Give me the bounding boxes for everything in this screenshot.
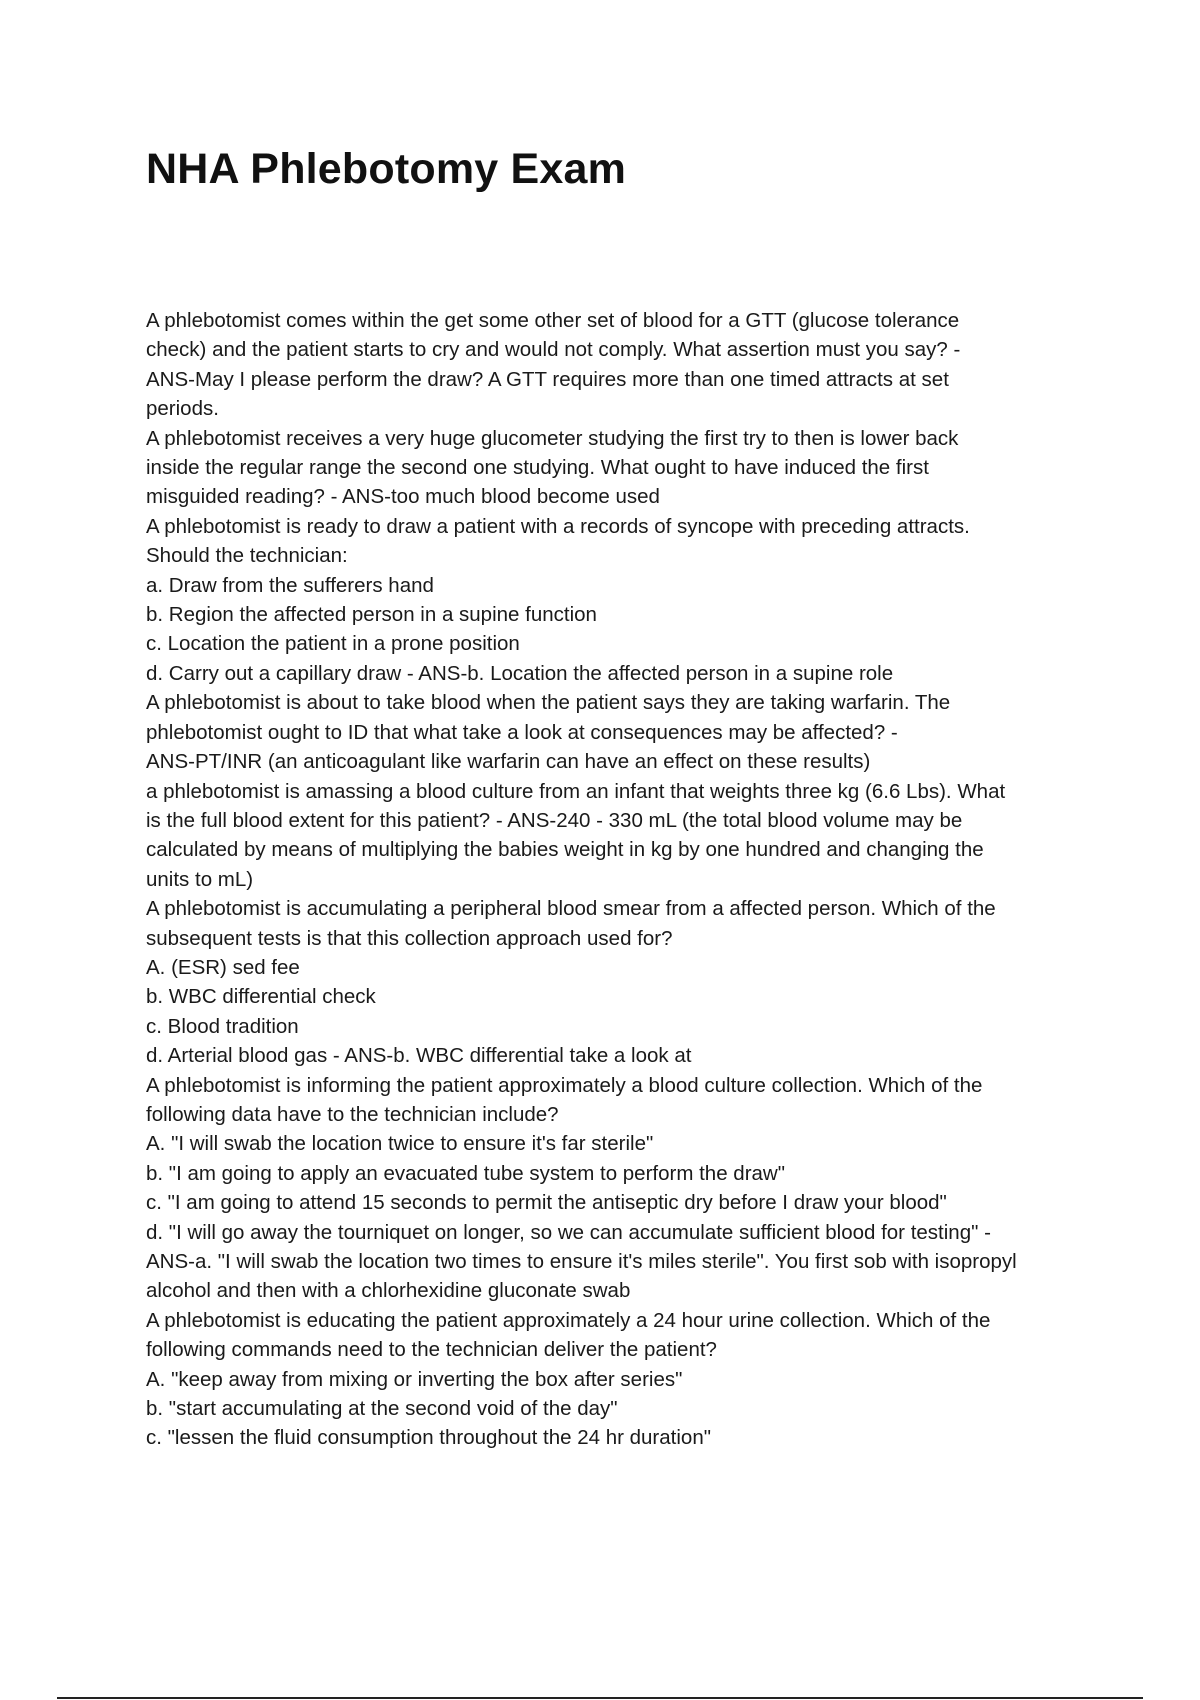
text-line: calculated by means of multiplying the babies weight in kg by one hundred and changing the — [146, 838, 984, 862]
text-line: d. Carry out a capillary draw - ANS-b. Location the affected person in a supine role — [146, 661, 894, 685]
document-body — [146, 306, 1106, 1453]
text-line: A phlebotomist comes within the get some other set of blood for a GTT (glucose tolerance — [146, 309, 960, 332]
text-line: A. (ESR) sed fee — [146, 955, 300, 979]
text-line: a phlebotomist is amassing a blood culture from an infant that weights three kg (6.6 Lbs). What — [146, 779, 1006, 803]
text-line: A phlebotomist is informing the patient approximately a blood culture collection. Which of the — [146, 1073, 983, 1097]
text-line: following commands need to the technician deliver the patient? — [146, 1338, 717, 1362]
text-line: d. "I will go away the tourniquet on longer, so we can accumulate sufficient blood for testing" - — [146, 1220, 991, 1244]
text-line: units to mL) — [146, 867, 254, 891]
text-line: Should the technician: — [146, 544, 348, 568]
text-line: check) and the patient starts to cry and would not comply. What assertion must you say? - — [146, 338, 961, 362]
text-line: b. WBC differential check — [146, 985, 376, 1009]
text-line: b. "I am going to apply an evacuated tube system to perform the draw" — [146, 1161, 786, 1185]
text-line: ANS-May I please perform the draw? A GTT requires more than one timed attracts at set — [146, 367, 949, 391]
text-line: is the full blood extent for this patient? - ANS-240 - 330 mL (the total blood volume may be — [146, 808, 963, 832]
text-line: c. Location the patient in a prone position — [146, 632, 520, 656]
page-title: NHA Phlebotomy Exam — [146, 145, 627, 193]
text-line: c. "lessen the fluid consumption throughout the 24 hr duration" — [146, 1426, 711, 1450]
text-line: alcohol and then with a chlorhexidine gluconate swab — [146, 1279, 631, 1303]
text-line: A phlebotomist is about to take blood when the patient says they are taking warfarin. The — [146, 691, 951, 715]
text-line: a. Draw from the sufferers hand — [146, 573, 434, 597]
text-line: inside the regular range the second one studying. What ought to have induced the first — [146, 456, 929, 480]
text-line: b. Region the affected person in a supine function — [146, 603, 597, 627]
text-line: d. Arterial blood gas - ANS-b. WBC differential take a look at — [146, 1044, 692, 1068]
text-line: A. "keep away from mixing or inverting the box after series" — [146, 1367, 683, 1391]
footer-divider — [57, 1697, 1143, 1699]
text-line: A. "I will swab the location twice to ensure it's far sterile" — [146, 1132, 654, 1156]
text-line: b. "start accumulating at the second void of the day" — [146, 1397, 618, 1421]
text-line: following data have to the technician include? — [146, 1102, 559, 1126]
text-line: A phlebotomist is educating the patient approximately a 24 hour urine collection. Which of the — [146, 1308, 991, 1332]
text-line: A phlebotomist is ready to draw a patient with a records of syncope with preceding attracts. — [146, 514, 970, 538]
text-line: c. "I am going to attend 15 seconds to permit the antiseptic dry before I draw your blood" — [146, 1191, 947, 1215]
text-line: A phlebotomist is accumulating a peripheral blood smear from a affected person. Which of the — [146, 897, 996, 921]
text-line: A phlebotomist receives a very huge glucometer studying the first try to then is lower back — [146, 426, 959, 450]
text-line: c. Blood tradition — [146, 1014, 299, 1038]
text-line: ANS-a. "I will swab the location two times to ensure it's miles sterile". You first sob with isopropyl — [146, 1250, 1017, 1273]
text-line: periods. — [146, 397, 219, 421]
text-line: misguided reading? - ANS-too much blood become used — [146, 485, 660, 509]
text-line: phlebotomist ought to ID that what take a look at consequences may be affected? - — [146, 720, 898, 744]
text-line: ANS-PT/INR (an anticoagulant like warfarin can have an effect on these results) — [146, 750, 871, 774]
text-line: subsequent tests is that this collection approach used for? — [146, 926, 673, 950]
